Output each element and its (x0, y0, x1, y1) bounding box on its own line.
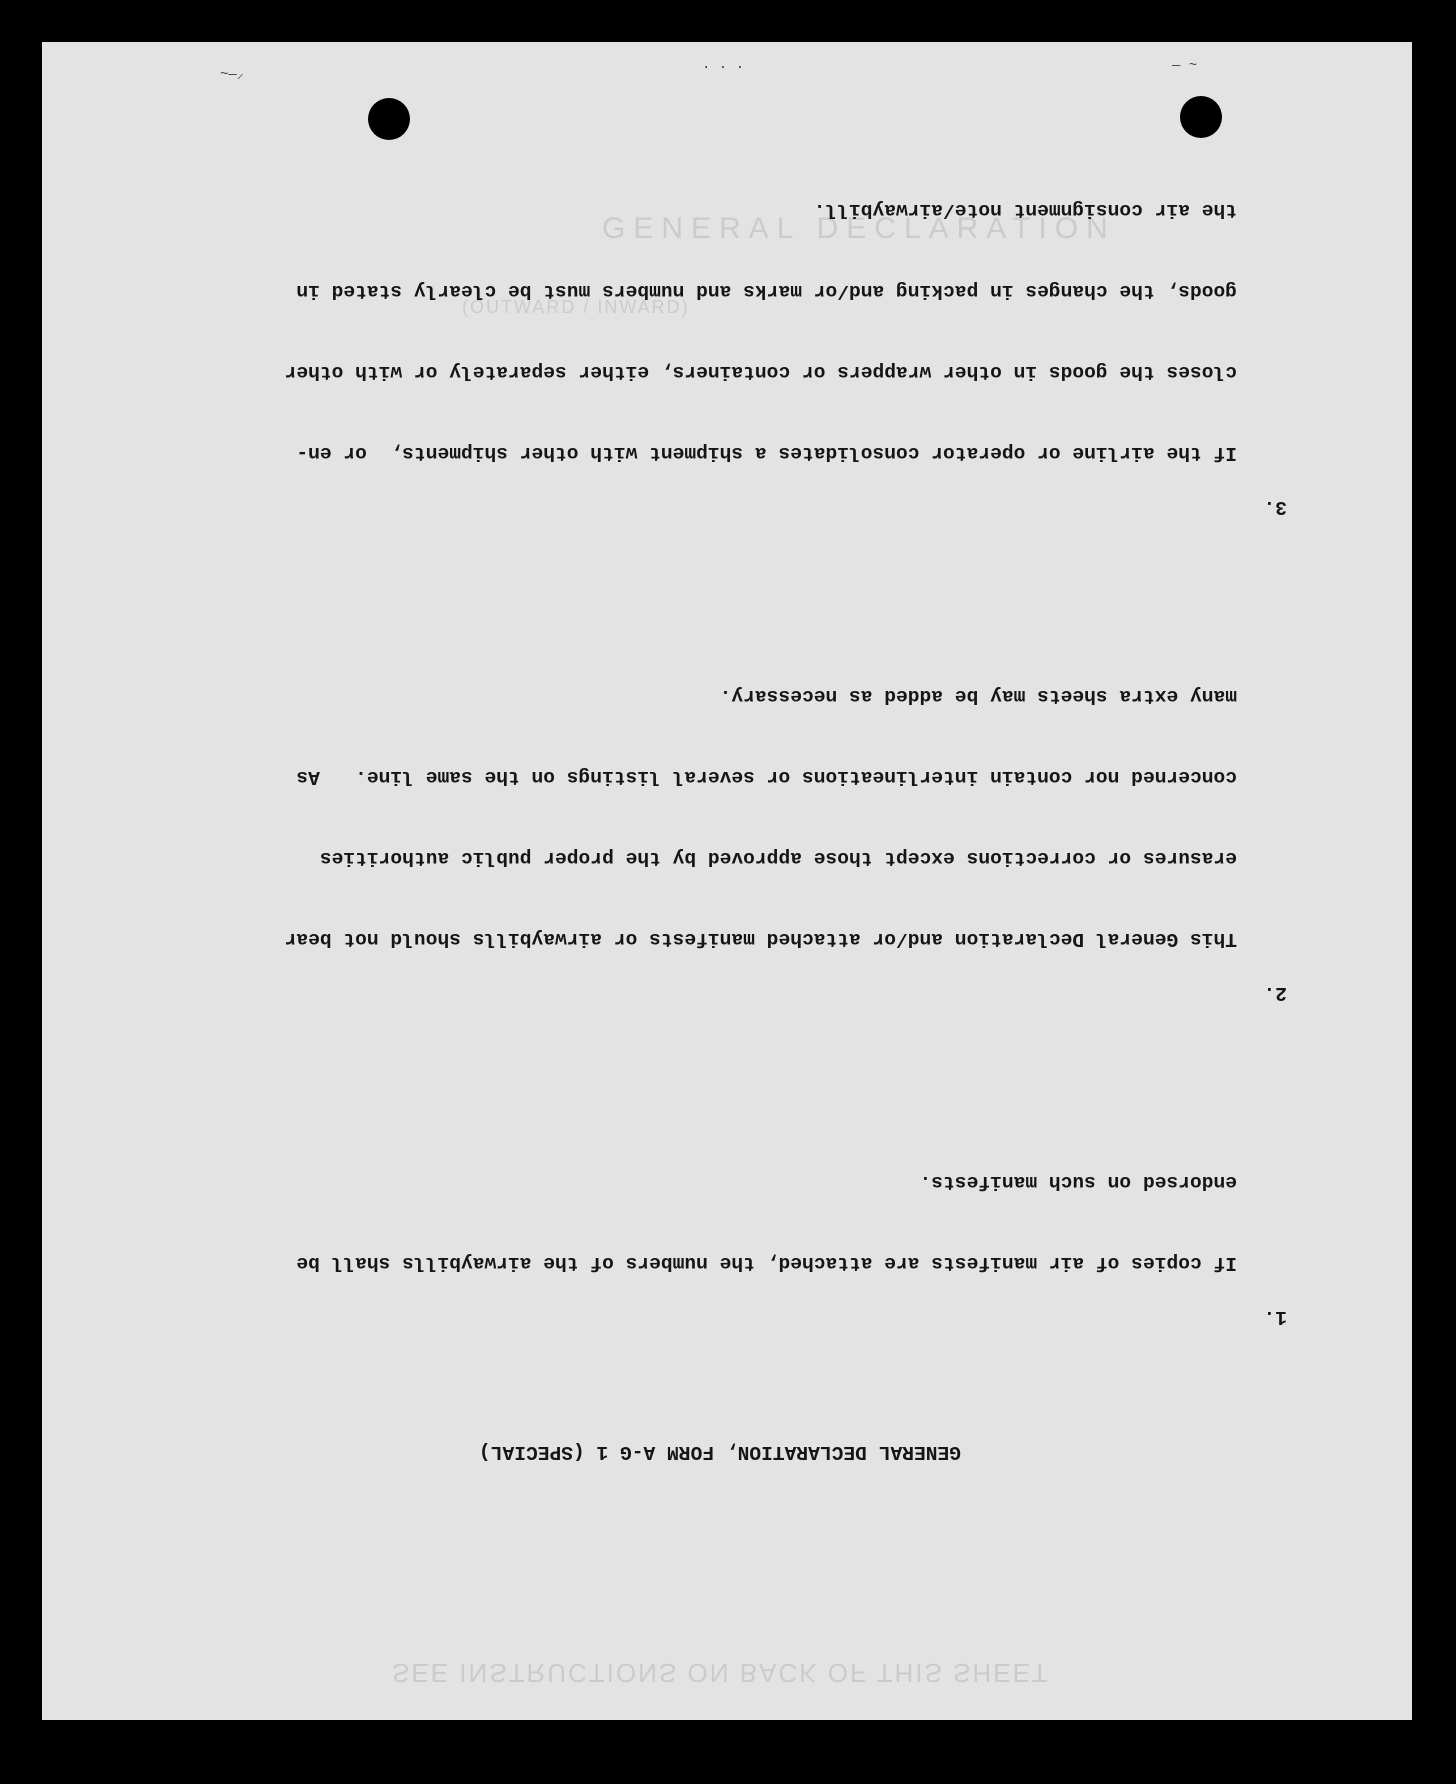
document-page (42, 42, 1412, 1720)
text-line: If the airline or operator consolidates a shipment with other shipments, or en- (296, 442, 1237, 464)
text-line: If copies of air manifests are attached, the numbers of the airwaybills shall be (296, 1252, 1237, 1274)
list-item (127, 142, 1287, 520)
text-line: many extra sheets may be added as necessary. (719, 685, 1237, 707)
paper-speck: · · · (702, 60, 745, 76)
show-through-text: SEE INSTRUCTIONS ON BACK OF THIS SHEET (392, 1658, 1050, 1688)
item-number: 2. (1263, 982, 1287, 1004)
text-line: closes the goods in other wrappers or containers, either separately or with other (284, 361, 1237, 383)
paper-speck: — ~ (1172, 58, 1198, 74)
upside-down-typed-page (42, 42, 1412, 1720)
item-number: 3. (1263, 496, 1287, 518)
list-item (127, 628, 1287, 1006)
note-paragraph (127, 0, 1287, 34)
typed-text-block (127, 0, 1287, 1546)
item-text (127, 628, 1237, 1006)
show-through-text: (OUTWARD / INWARD) (462, 297, 690, 317)
text-line: erasures or corrections except those approved by the proper public authorities (319, 847, 1237, 869)
show-through-text: GENERAL DECLARATION (602, 212, 1116, 245)
paper-speck: ~—⸝ (220, 67, 244, 83)
text-line: concerned nor contain interlineations or several listings on the same line. As (296, 766, 1237, 788)
page-title: GENERAL DECLARATION, FORM A-G 1 (SPECIAL) (478, 1441, 961, 1463)
list-item (127, 1114, 1287, 1330)
item-number: 1. (1263, 1306, 1287, 1328)
text-line: This General Declaration and/or attached manifests or airwaybills should not bear (284, 928, 1237, 950)
item-text (127, 1114, 1237, 1330)
text-line: the air consignment note/airwaybill. (813, 199, 1237, 221)
text-line: goods, the changes in packing and/or marks and numbers must be clearly stated in (296, 280, 1237, 302)
item-text (127, 142, 1237, 520)
text-line: endorsed on such manifests. (919, 1171, 1237, 1193)
